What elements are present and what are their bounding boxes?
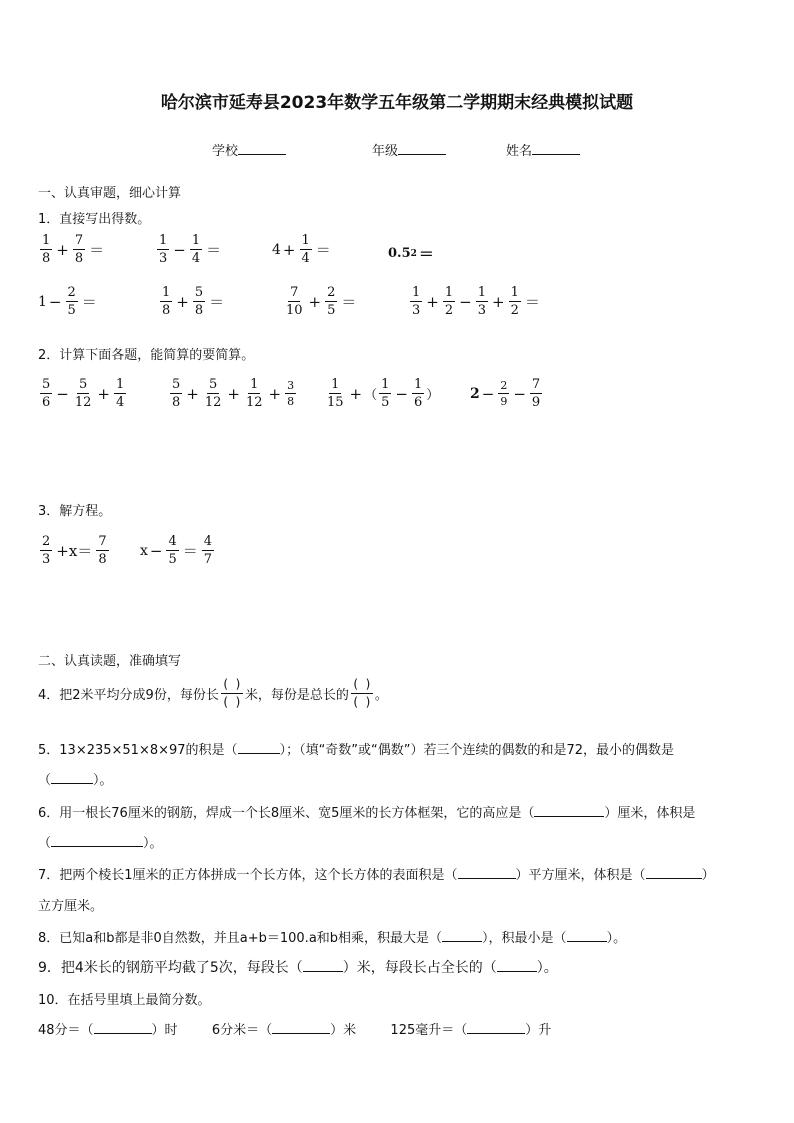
- q2-expr-2: 5 8 + $\frac{5}{12}$ + $\frac{1}{12}$ + $\frac{3}{8}$: [172, 377, 295, 410]
- page-title: 哈尔滨市延寿县2023年数学五年级第二学期期末经典模拟试题: [160, 93, 634, 113]
- q9-text-c: ）。: [536, 960, 558, 976]
- q1-expr-3: 4 + $\frac{1}{4}$ ＝: [272, 233, 331, 266]
- q6-text-b: ）厘米，体积是: [604, 806, 696, 821]
- section-1-heading: 一、认真审题，细心计算: [38, 186, 182, 201]
- question-6-line-2: [38, 832, 163, 851]
- question-10-line: [38, 1019, 551, 1038]
- q1-expr-6: 1 8 + $\frac{5}{8}$ ＝: [162, 285, 225, 318]
- q4-text-b: 米，每份是总长的: [244, 688, 349, 703]
- question-10: 10．在括号里填上最简分数。: [38, 993, 211, 1008]
- school-field: [212, 140, 286, 159]
- q6-text-c: （: [38, 836, 52, 851]
- q1-expr-4: 0.5 2 ＝: [388, 245, 434, 263]
- grade-field: [372, 140, 446, 159]
- grade-label: 年级: [372, 144, 399, 159]
- q5-text-a: 5．13×235×51×8×97的积是（: [38, 743, 238, 758]
- q2-expr-3: 1 15 + （ 1 5 − $\frac{1}{6}$ ）: [327, 377, 440, 410]
- question-4: [38, 678, 388, 709]
- q8-blank-2[interactable]: [567, 929, 607, 942]
- q5-blank-2[interactable]: [51, 771, 93, 784]
- q10-blank-2[interactable]: [272, 1021, 330, 1034]
- q4-fraction-blank-2: ( ) ( ): [351, 678, 373, 709]
- question-6-line-1: [38, 802, 695, 821]
- q5-blank-1[interactable]: [238, 741, 280, 754]
- name-blank: [532, 142, 580, 155]
- q8-blank-1[interactable]: [442, 929, 482, 942]
- q1-expr-5: 1 − $\frac{2}{5}$ ＝: [38, 285, 97, 318]
- q5-text-c: （: [38, 773, 52, 788]
- q4-fraction-blank-1: ( ) ( ): [221, 678, 243, 709]
- q9-blank-2[interactable]: [497, 959, 537, 972]
- q10-text-d: ）米: [330, 1023, 357, 1038]
- q7-text-a: 7．把两个棱长1厘米的正方体拼成一个长方体，这个长方体的表面积是（: [38, 868, 458, 883]
- q5-text-d: ）。: [93, 773, 113, 788]
- q10-text-e: 125毫升＝（: [390, 1023, 468, 1038]
- name-field: [506, 140, 580, 159]
- q1-expr-2: 1 3 − $\frac{1}{4}$ ＝: [159, 233, 222, 266]
- q2-expr-1: 5 6 − $\frac{5}{12}$ + $\frac{1}{4}$: [42, 377, 125, 410]
- q3-equation-1: 2 3 +x＝ 7 8: [42, 534, 107, 567]
- name-label: 姓名: [506, 144, 533, 159]
- q1-expr-8: 1 3 + $\frac{1}{2}$ − $\frac{1}{3}$ + $\frac{1}{2}$ ＝: [412, 285, 540, 318]
- q7-text-c: ）: [701, 868, 715, 883]
- grade-blank: [398, 142, 446, 155]
- q6-text-d: ）。: [143, 836, 163, 851]
- q1-expr-7: 7 10 + $\frac{2}{5}$ ＝: [286, 285, 357, 318]
- q7-blank-1[interactable]: [458, 866, 516, 879]
- question-1: 1．直接写出得数。: [38, 212, 151, 227]
- q10-text-f: ）升: [525, 1023, 552, 1038]
- school-blank: [238, 142, 286, 155]
- q4-text-c: 。: [374, 688, 388, 703]
- q7-blank-2[interactable]: [646, 866, 702, 879]
- q9-blank-1[interactable]: [303, 959, 343, 972]
- q10-text-a: 48分＝（: [38, 1023, 94, 1038]
- q6-blank-2[interactable]: [51, 834, 143, 847]
- question-8: [38, 927, 626, 946]
- q6-blank-1[interactable]: [534, 804, 604, 817]
- q8-text-c: ）。: [606, 931, 627, 946]
- q6-text-a: 6．用一根长76厘米的钢筋，焊成一个长8厘米、宽5厘米的长方体框架，它的高应是（: [38, 806, 535, 821]
- question-7-line-1: [38, 864, 715, 883]
- question-7-line-2: 立方厘米。: [38, 899, 104, 914]
- school-label: 学校: [212, 144, 239, 159]
- question-2: 2．计算下面各题，能简算的要简算。: [38, 348, 255, 363]
- q1-expr-1: 1 8 + $\frac{7}{8}$ ＝: [42, 233, 105, 266]
- section-2-heading: 二、认真读题，准确填写: [38, 654, 182, 669]
- q4-text-a: 4．把2米平均分成9份，每份长: [38, 688, 219, 703]
- q10-text-b: ）时: [151, 1023, 178, 1038]
- q5-text-b: ）；（填“奇数”或“偶数”）若三个连续的偶数的和是72，最小的偶数是: [279, 743, 675, 758]
- q9-text-b: ）米，每段长占全长的（: [342, 960, 497, 976]
- q7-text-b: ）平方厘米，体积是（: [515, 868, 646, 883]
- question-5-line-1: [38, 739, 674, 758]
- q10-blank-1[interactable]: [94, 1021, 152, 1034]
- q10-text-c: 6分米＝（: [211, 1023, 273, 1038]
- q8-text-a: 8．已知a和b都是非0自然数，并且a+b＝100.a和b相乘，积最大是（: [38, 931, 443, 946]
- q10-blank-3[interactable]: [467, 1021, 525, 1034]
- q3-equation-2: x − $\frac{4}{5}$ ＝ 4 7: [140, 534, 213, 567]
- q8-text-b: ），积最小是（: [482, 931, 567, 946]
- question-3: 3．解方程。: [38, 504, 112, 519]
- q9-text-a: 9．把4米长的钢筋平均截了5次，每段长（: [38, 960, 303, 976]
- question-9: [38, 957, 558, 977]
- question-5-line-2: [38, 769, 113, 788]
- q2-expr-4: 2 − $\frac{2}{9}$ − $\frac{7}{9}$: [470, 377, 541, 410]
